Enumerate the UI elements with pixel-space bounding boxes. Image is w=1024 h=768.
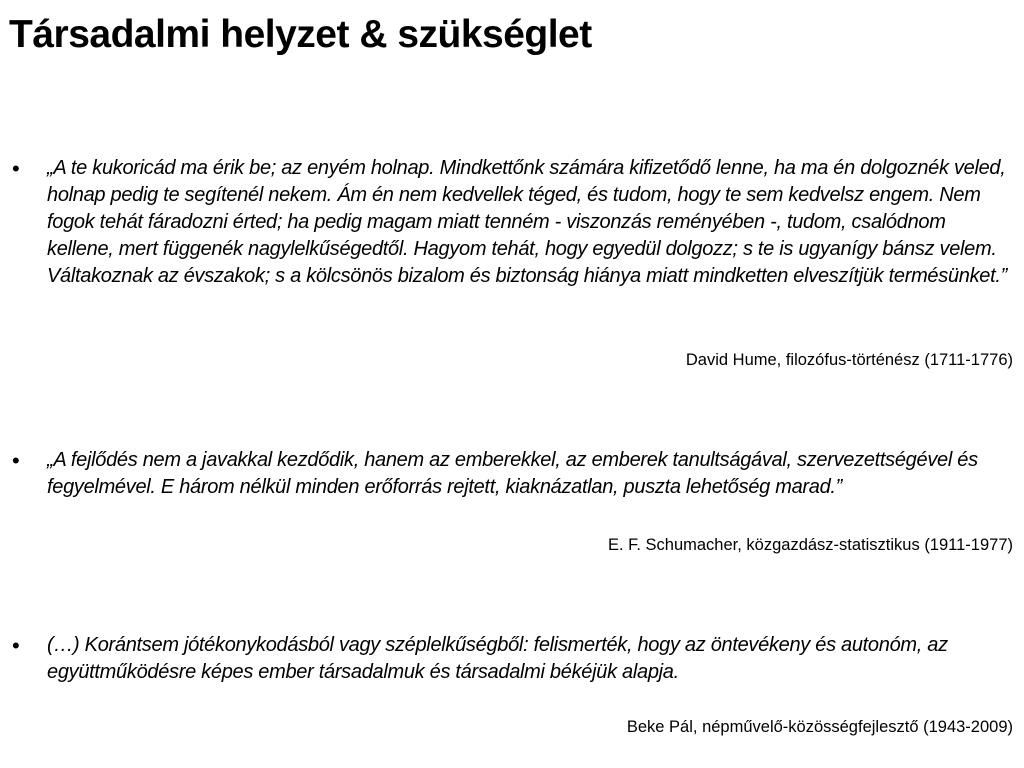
quote-author: Beke Pál, népművelő-közösségfejlesztő (1943-2009)	[626, 718, 1013, 736]
bullet-icon: •	[12, 448, 20, 473]
quote-author: David Hume, filozófus-történész (1711-1776)	[685, 351, 1013, 369]
bullet-icon: •	[12, 633, 20, 658]
quote-text: „A te kukoricád ma érik be; az enyém holnap. Mindkettőnk számára kifizetődő lenne, ha ma én dolgoznék veled, holnap pedig te segítenél nekem. Ám én nem kedvellek téged, és tudom, hogy te sem kedvelsz engem. Nem fogok tehát fáradozni érted; ha pedig magam miatt tenném - viszonzás reményében -, tudom, csalódnom kellene, mert függenék nagylelkűségedtől. Hagyom tehát, hogy egyedül dolgozz; s te is ugyanígy bánsz velem. Váltakoznak az évszakok; s a kölcsönös bizalom és biztonság hiánya miatt mindketten elveszítjük termésünket.”	[47, 157, 1007, 287]
quote-author: E. F. Schumacher, közgazdász-statisztikus (1911-1977)	[607, 536, 1013, 554]
bullet-icon: •	[12, 156, 20, 181]
quote-text: „A fejlődés nem a javakkal kezdődik, hanem az emberekkel, az emberek tanultságával, szervezettségével és fegyelmével. E három nélkül minden erőforrás rejtett, kiaknázatlan, puszta lehetőség marad.”	[47, 449, 978, 498]
slide-title: Társadalmi helyzet & szükséglet	[9, 13, 592, 56]
quote-text: (…) Korántsem jótékonykodásból vagy széplelkűségből: felismerték, hogy az öntevékeny és autonóm, az együttműködésre képes ember társadalmuk és társadalmi békéjük alapja.	[47, 634, 948, 683]
